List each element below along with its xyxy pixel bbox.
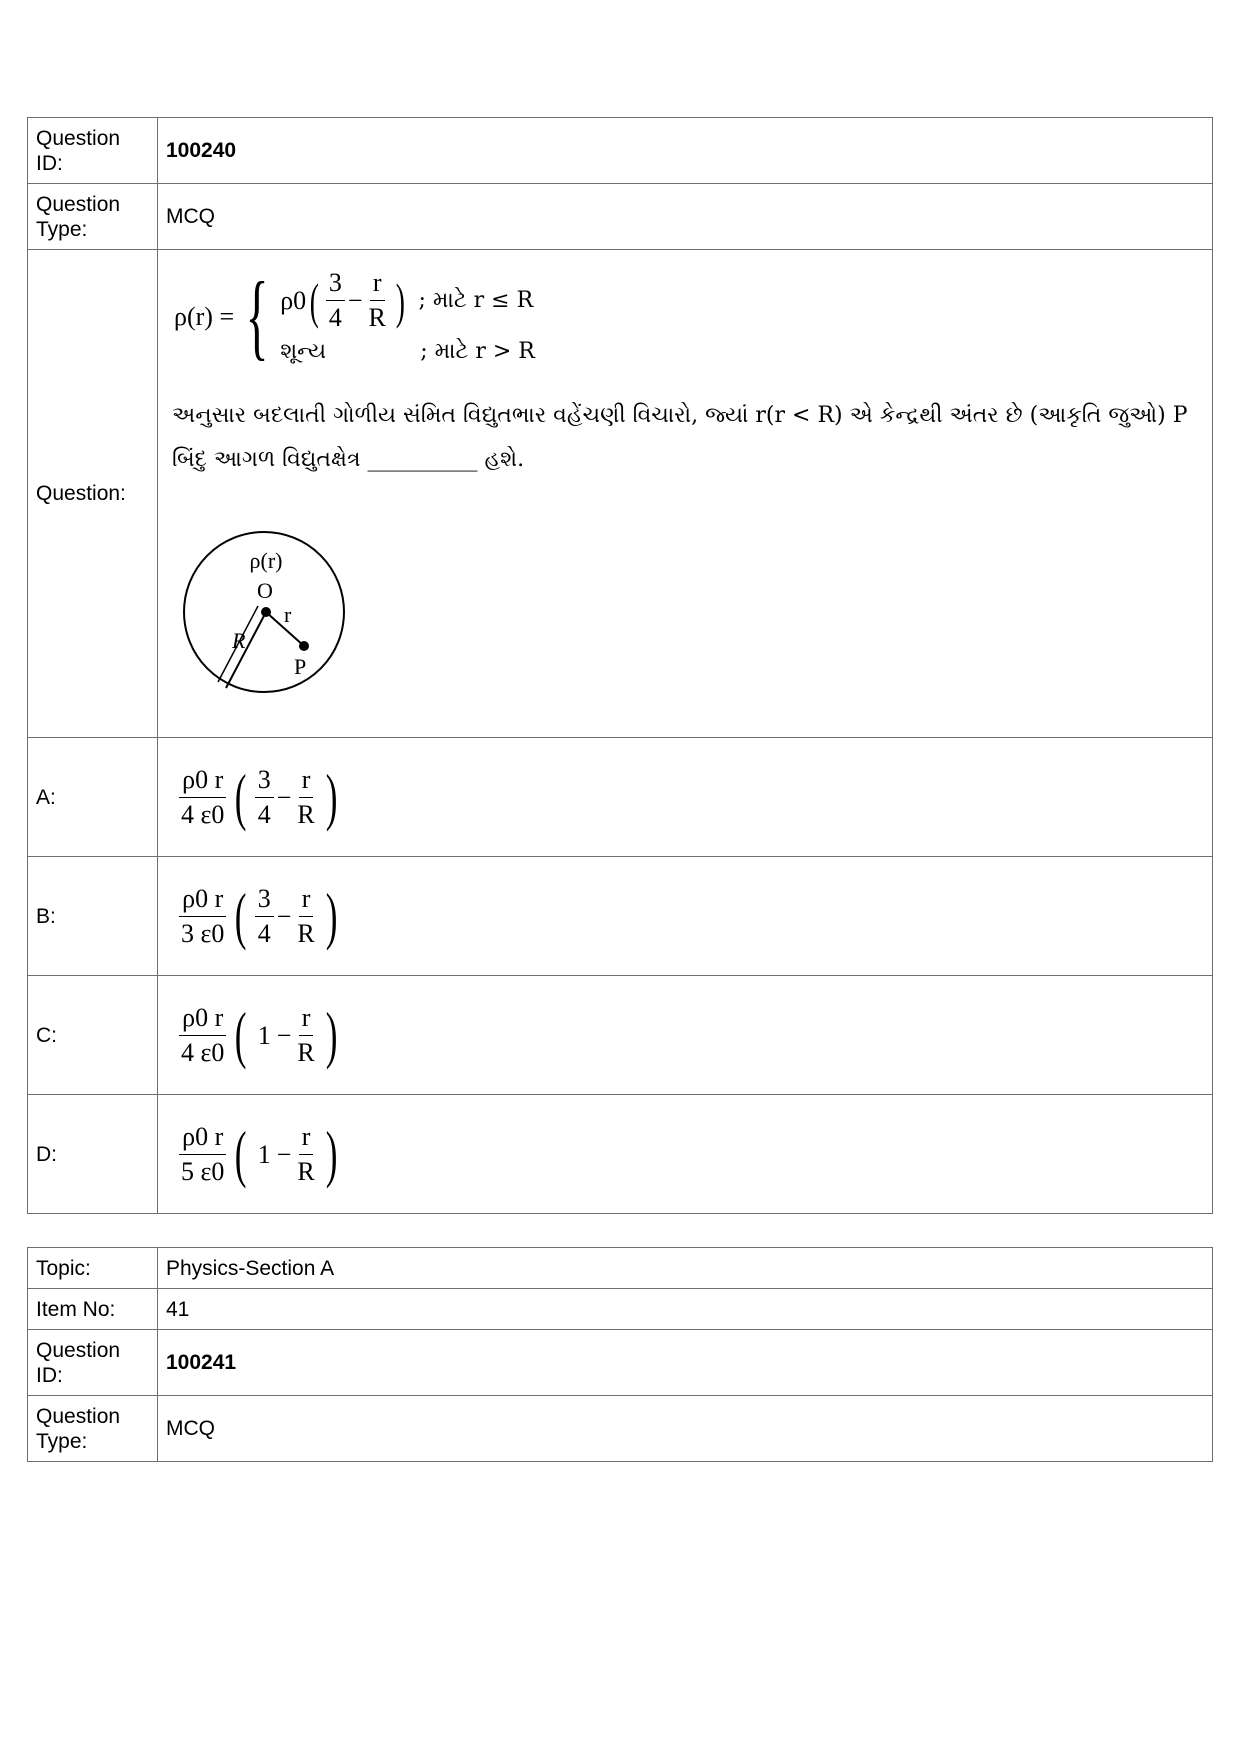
option-a	[158, 738, 1213, 857]
option-c-label: C:	[28, 976, 158, 1095]
question-table-100240	[27, 117, 1213, 1214]
sphere-figure	[174, 522, 354, 702]
question-label: Question:	[28, 250, 158, 738]
option-b-expression: $\frac{\rho 0 r}{3 \varepsilon 0}$ ( $\frac{3}{4}$ − $\frac{r}{R}$ )	[166, 884, 1204, 949]
question-text-line-2: બિંદુ આગળ વિદ્યુતક્ષેત્ર __________ હશે.	[172, 447, 525, 472]
topic-row	[28, 1248, 1213, 1289]
figure-center-label: O	[257, 578, 273, 603]
case1-prefix: ρ0	[280, 286, 307, 315]
question-type-value: MCQ	[158, 184, 1213, 250]
question-text	[172, 394, 1204, 482]
topic-label: Topic:	[28, 1248, 158, 1289]
option-a-label: A:	[28, 738, 158, 857]
question-id-label: Question ID:	[28, 118, 158, 184]
option-d-prefactor: $\frac{\rho 0 r}{5 \varepsilon 0}$	[181, 1121, 225, 1186]
option-b-row	[28, 857, 1213, 976]
case1-condition: ; માટે r ≤ R	[418, 288, 534, 313]
center-point	[261, 607, 271, 617]
figure-r-label: r	[284, 602, 292, 627]
option-b-label: B:	[28, 857, 158, 976]
question-type-label: Question Type:	[28, 184, 158, 250]
option-b-prefactor: $\frac{\rho 0 r}{3 \varepsilon 0}$	[181, 883, 225, 948]
figure-rho-label: ρ(r)	[249, 548, 283, 573]
option-d	[158, 1095, 1213, 1214]
option-d-expression: $\frac{\rho 0 r}{5 \varepsilon 0}$ ( 1 − $\frac{r}{R}$ )	[166, 1122, 1204, 1187]
topic-value: Physics-Section A	[158, 1248, 1213, 1289]
option-a-prefactor: $\frac{\rho 0 r}{4 \varepsilon 0}$	[181, 764, 225, 829]
question-id-value: 100240	[158, 118, 1213, 184]
figure-point-label: P	[294, 654, 307, 679]
option-a-expression: $\frac{\rho 0 r}{4 \varepsilon 0}$ ( $\frac{3}{4}$ − $\frac{r}{R}$ )	[166, 765, 1204, 830]
item-no-row	[28, 1289, 1213, 1330]
question-row	[28, 250, 1213, 738]
point-p	[299, 641, 309, 651]
option-c	[158, 976, 1213, 1095]
equation-case-1: ρ0 ( $\frac{3}{4}$ − $\frac{r}{R}$ ) ; માટે r ≤ R	[280, 268, 534, 332]
figure-radius-label: R	[232, 628, 246, 653]
case1-frac-three-quarters: $\frac{3}{4}$	[326, 268, 345, 333]
equation-brace: {	[245, 262, 269, 369]
question-text-line-1: અનુસાર બદલાતી ગોળીય સંમિત વિદ્યુતભાર વહેંચણી વિચારો, જ્યાં r(r < R) એ કેન્દ્રથી અંતર છે (આકૃતિ જુઓ) P	[172, 403, 1188, 428]
option-c-expression: $\frac{\rho 0 r}{4 \varepsilon 0}$ ( 1 − $\frac{r}{R}$ )	[166, 1003, 1204, 1068]
option-b	[158, 857, 1213, 976]
question-type-label-2: Question Type:	[28, 1396, 158, 1462]
question-id-row-2	[28, 1330, 1213, 1396]
case1-frac-r-over-R: $\frac{r}{R}$	[368, 268, 386, 332]
option-c-prefactor: $\frac{\rho 0 r}{4 \varepsilon 0}$	[181, 1002, 225, 1067]
density-equation	[174, 262, 1204, 369]
question-type-row	[28, 184, 1213, 250]
option-c-row	[28, 976, 1213, 1095]
option-d-row	[28, 1095, 1213, 1214]
question-id-label-2: Question ID:	[28, 1330, 158, 1396]
question-type-row-2	[28, 1396, 1213, 1462]
item-no-label: Item No:	[28, 1289, 158, 1330]
question-id-row	[28, 118, 1213, 184]
case2-value: શૂન્ય	[280, 339, 327, 364]
item-no-value: 41	[158, 1289, 1213, 1330]
case2-condition: ; માટે r > R	[420, 339, 535, 364]
option-a-row	[28, 738, 1213, 857]
question-id-value-2: 100241	[158, 1330, 1213, 1396]
question-type-value-2: MCQ	[158, 1396, 1213, 1462]
equation-case-2	[280, 339, 535, 364]
option-d-label: D:	[28, 1095, 158, 1214]
question-table-100241	[27, 1247, 1213, 1462]
equation-lhs: ρ(r) =	[174, 301, 235, 331]
question-body	[158, 250, 1213, 738]
